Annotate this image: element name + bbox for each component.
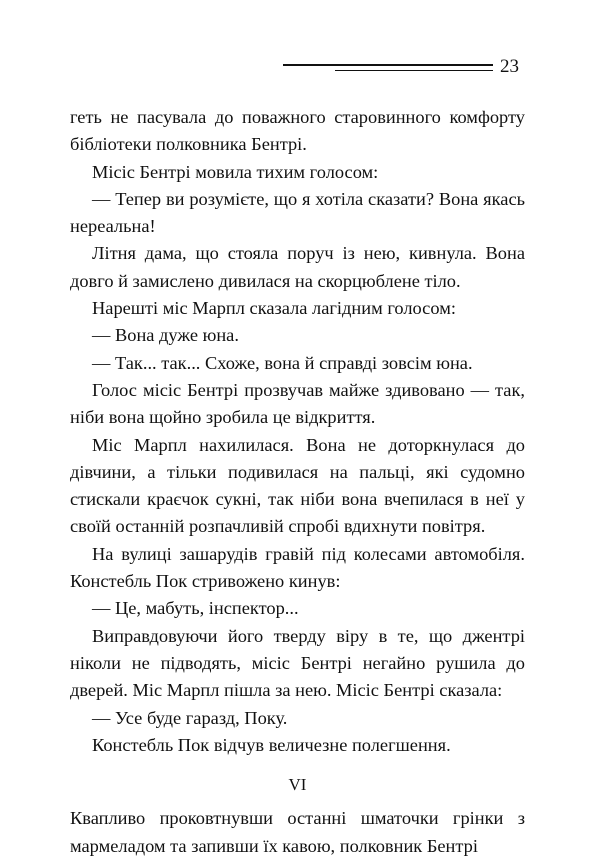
paragraph: Голос місіс Бентрі прозвучав майже здивовано — так, ніби вона щойно зробила це відкриття.: [70, 379, 525, 428]
paragraph: Місіс Бентрі мовила тихим голосом:: [92, 161, 379, 182]
header-rule-lines: [283, 60, 493, 74]
paragraph-dialogue: — Вона дуже юна.: [92, 325, 239, 346]
body-text: [70, 104, 525, 860]
paragraph-dialogue: — Тепер ви розумієте, що я хотіла сказати? Вона якась нереальна!: [70, 188, 525, 237]
header-rule-short: [335, 70, 493, 71]
paragraph-continued: геть не пасувала до поважного старовинного комфорту бібліотеки полковника Бентрі.: [70, 107, 525, 155]
paragraph: Міс Марпл нахилилася. Вона не доторкнулася до дівчини, а тільки подивилася на пальці, які судомно стискали краєчок сукні, так ніби вона вчепилася в неї у своїй останній розпачливій спробі вдихнути повітря.: [70, 434, 525, 537]
paragraph-dialogue: — Усе буде гаразд, Поку.: [92, 707, 288, 728]
paragraph: На вулиці зашарудів гравій під колесами автомобіля. Констебль Пок стривожено кинув:: [70, 543, 525, 592]
section-paragraph: Квапливо проковтнувши останні шматочки грінки з мармеладом та запивши їх кавою, полковник Бентрі: [70, 808, 525, 856]
section-heading: VI: [288, 775, 307, 795]
paragraph: Виправдовуючи його тверду віру в те, що джентрі ніколи не підводять, місіс Бентрі негайно рушила до дверей. Міс Марпл пішла за нею. Місіс Бентрі сказала:: [70, 625, 525, 701]
paragraph-dialogue: — Так... так... Схоже, вона й справді зовсім юна.: [92, 352, 473, 373]
paragraph: Літня дама, що стояла поруч із нею, кивнула. Вона довго й замислено дивилася на скорцюблене тіло.: [70, 243, 525, 291]
paragraph-dialogue: — Це, мабуть, інспектор...: [92, 598, 299, 619]
page-number: 23: [500, 56, 519, 77]
paragraph: Констебль Пок відчув величезне полегшення.: [92, 734, 451, 755]
header-rule-long: [283, 64, 493, 66]
paragraph: Нарешті міс Марпл сказала лагідним голосом:: [92, 298, 456, 319]
